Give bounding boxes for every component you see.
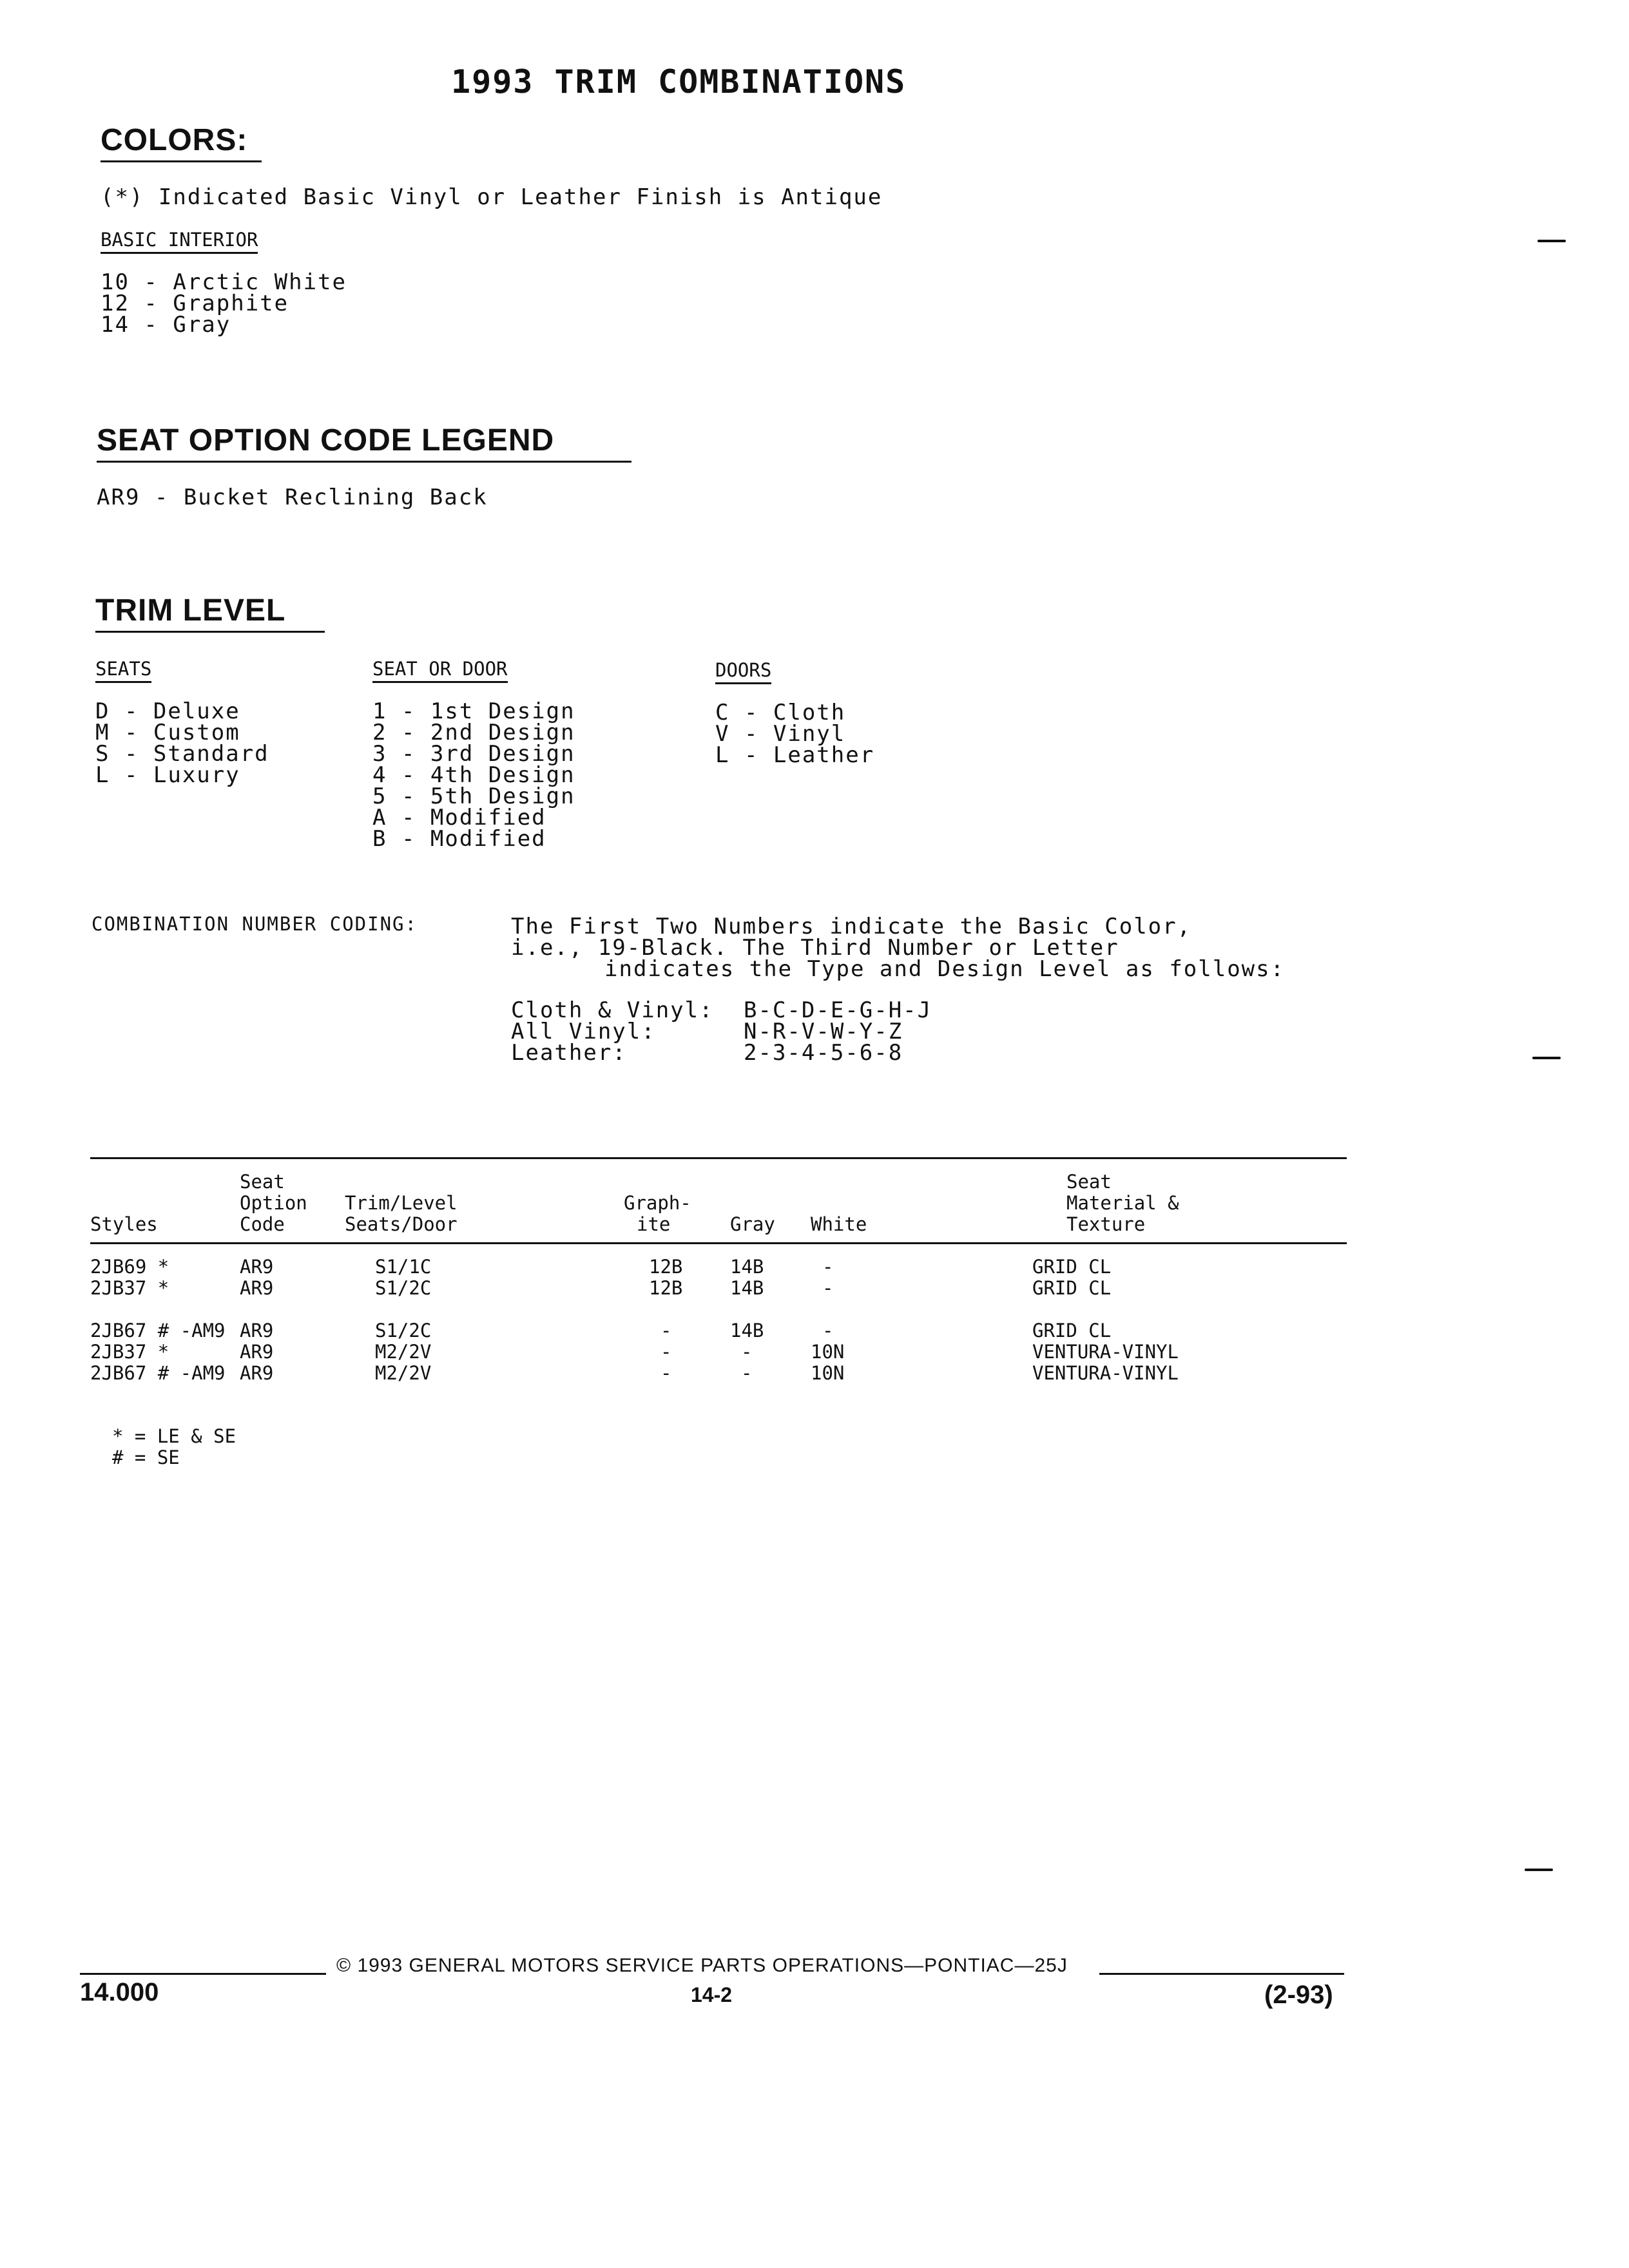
- footer-date: (2-93): [1264, 1981, 1333, 2009]
- table-top-rule: [90, 1157, 1347, 1159]
- seat-or-door-heading: SEAT OR DOOR: [372, 658, 508, 683]
- color-item: 14 - Gray: [101, 312, 231, 338]
- table-cell-style: 2JB67 # -AM9: [90, 1320, 226, 1341]
- table-cell-white: -: [822, 1256, 834, 1278]
- seat-or-door-item: A - Modified: [372, 805, 546, 831]
- table-cell-material: GRID CL: [1032, 1277, 1112, 1299]
- table-cell-trim: M2/2V: [375, 1362, 432, 1384]
- seats-heading: SEATS: [95, 658, 151, 683]
- colors-note: (*) Indicated Basic Vinyl or Leather Finish is Antique: [101, 184, 883, 210]
- table-cell-material: GRID CL: [1032, 1320, 1112, 1341]
- footer-page-number: 14-2: [691, 1983, 733, 2006]
- seat-option-heading: SEAT OPTION CODE LEGEND: [97, 423, 631, 463]
- table-cell-code: AR9: [240, 1362, 274, 1384]
- header-trim: Seats/Door: [345, 1213, 458, 1235]
- margin-tick: [1537, 240, 1566, 242]
- table-cell-graphite: 12B: [649, 1277, 683, 1299]
- header-option: Seat: [240, 1171, 285, 1193]
- table-cell-gray: -: [741, 1341, 753, 1363]
- table-cell-gray: 14B: [730, 1320, 764, 1341]
- header-styles: Styles: [90, 1213, 158, 1235]
- seats-item: S - Standard: [95, 741, 269, 767]
- table-cell-material: VENTURA-VINYL: [1032, 1341, 1179, 1363]
- table-cell-gray: 14B: [730, 1277, 764, 1299]
- doors-item: L - Leather: [715, 742, 875, 768]
- seats-item: L - Luxury: [95, 762, 240, 788]
- table-cell-material: VENTURA-VINYL: [1032, 1362, 1179, 1384]
- footer-rule-right: [1099, 1973, 1344, 1975]
- header-material: Material &: [1066, 1192, 1179, 1214]
- seat-or-door-item: B - Modified: [372, 826, 546, 852]
- footnote: # = SE: [112, 1446, 180, 1468]
- seat-or-door-item: 2 - 2nd Design: [372, 720, 575, 745]
- table-cell-trim: S1/1C: [375, 1256, 432, 1278]
- table-cell-style: 2JB37 *: [90, 1341, 169, 1363]
- table-cell-style: 2JB69 *: [90, 1256, 169, 1278]
- footer-rule-left: [80, 1973, 326, 1975]
- header-white: White: [811, 1213, 867, 1235]
- table-cell-material: GRID CL: [1032, 1256, 1112, 1278]
- footer-copyright: © 1993 GENERAL MOTORS SERVICE PARTS OPERATIONS—PONTIAC—25J: [336, 1955, 1068, 1976]
- table-cell-code: AR9: [240, 1256, 274, 1278]
- table-cell-gray: 14B: [730, 1256, 764, 1278]
- basic-interior-heading: BASIC INTERIOR: [101, 229, 258, 254]
- seats-item: D - Deluxe: [95, 698, 240, 724]
- page-title: 1993 TRIM COMBINATIONS: [451, 63, 907, 101]
- table-cell-trim: S1/2C: [375, 1320, 432, 1341]
- table-cell-white: -: [822, 1320, 834, 1341]
- header-option: Option: [240, 1192, 307, 1214]
- footer-section: 14.000: [80, 1978, 159, 2006]
- color-item: 12 - Graphite: [101, 291, 289, 316]
- margin-tick: [1532, 1057, 1561, 1059]
- seat-or-door-item: 4 - 4th Design: [372, 762, 575, 788]
- coding-row-label: Leather:: [511, 1040, 627, 1066]
- table-cell-graphite: -: [660, 1362, 672, 1384]
- coding-line: indicates the Type and Design Level as follows:: [604, 956, 1286, 982]
- table-cell-code: AR9: [240, 1341, 274, 1363]
- table-cell-style: 2JB67 # -AM9: [90, 1362, 226, 1384]
- table-cell-code: AR9: [240, 1277, 274, 1299]
- table-cell-white: 10N: [811, 1341, 845, 1363]
- trim-level-heading: TRIM LEVEL: [95, 593, 325, 633]
- table-header-rule: [90, 1242, 1347, 1244]
- doors-item: C - Cloth: [715, 700, 846, 726]
- table-cell-white: -: [822, 1277, 834, 1299]
- table-cell-trim: M2/2V: [375, 1341, 432, 1363]
- doors-heading: DOORS: [715, 660, 771, 684]
- coding-line: The First Two Numbers indicate the Basic Color,: [511, 914, 1192, 939]
- coding-line: i.e., 19-Black. The Third Number or Letter: [511, 935, 1119, 961]
- header-material: Seat: [1066, 1171, 1112, 1193]
- colors-heading: COLORS:: [101, 122, 262, 162]
- table-cell-graphite: -: [660, 1320, 672, 1341]
- header-graphite: Graph-: [624, 1192, 691, 1214]
- seat-or-door-item: 3 - 3rd Design: [372, 741, 575, 767]
- coding-label: COMBINATION NUMBER CODING:: [92, 913, 418, 935]
- seat-or-door-item: 1 - 1st Design: [372, 698, 575, 724]
- header-graphite: ite: [637, 1213, 671, 1235]
- footnote: * = LE & SE: [112, 1425, 236, 1447]
- coding-row-label: Cloth & Vinyl:: [511, 997, 714, 1023]
- header-option: Code: [240, 1213, 285, 1235]
- header-gray: Gray: [730, 1213, 775, 1235]
- seat-or-door-item: 5 - 5th Design: [372, 783, 575, 809]
- header-trim: Trim/Level: [345, 1192, 458, 1214]
- table-cell-code: AR9: [240, 1320, 274, 1341]
- coding-row-value: N-R-V-W-Y-Z: [744, 1019, 903, 1044]
- table-cell-graphite: 12B: [649, 1256, 683, 1278]
- coding-row-value: B-C-D-E-G-H-J: [744, 997, 932, 1023]
- coding-row-value: 2-3-4-5-6-8: [744, 1040, 903, 1066]
- table-cell-trim: S1/2C: [375, 1277, 432, 1299]
- doors-item: V - Vinyl: [715, 721, 846, 747]
- header-material: Texture: [1066, 1213, 1146, 1235]
- table-cell-white: 10N: [811, 1362, 845, 1384]
- table-cell-style: 2JB37 *: [90, 1277, 169, 1299]
- margin-tick: [1525, 1869, 1553, 1871]
- seat-option-item: AR9 - Bucket Reclining Back: [97, 485, 488, 510]
- table-cell-graphite: -: [660, 1341, 672, 1363]
- color-item: 10 - Arctic White: [101, 269, 347, 295]
- seats-item: M - Custom: [95, 720, 240, 745]
- coding-row-label: All Vinyl:: [511, 1019, 656, 1044]
- table-cell-gray: -: [741, 1362, 753, 1384]
